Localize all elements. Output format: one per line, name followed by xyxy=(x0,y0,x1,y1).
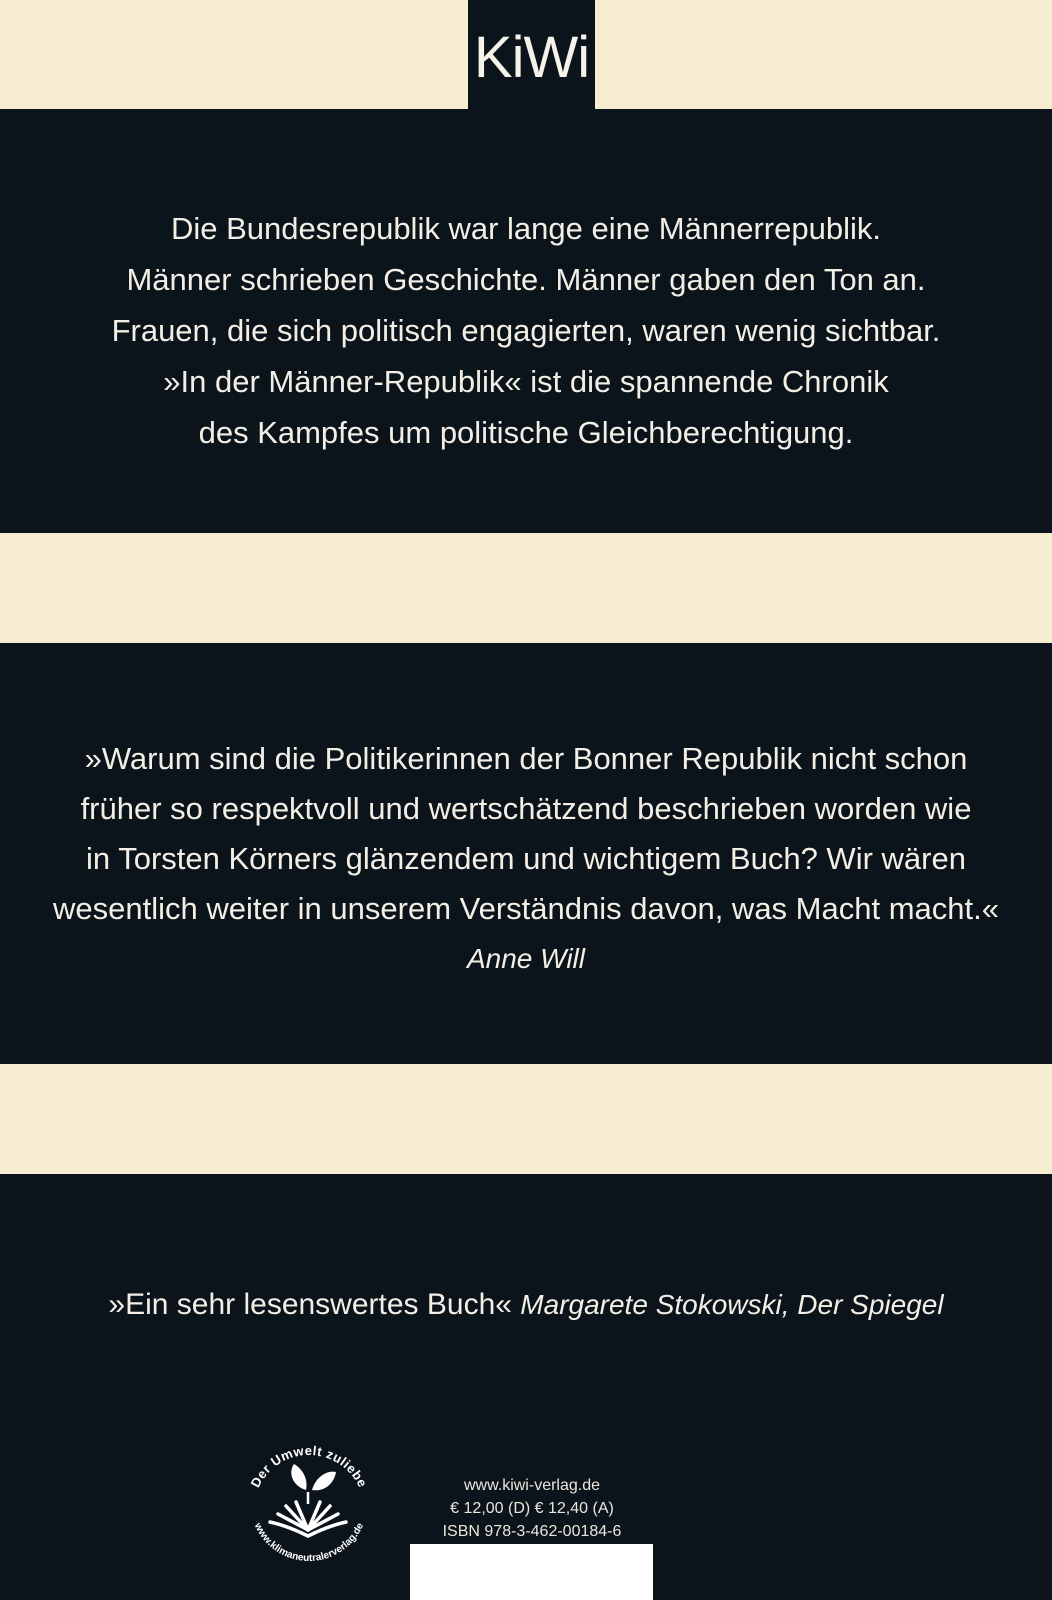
quote-line: wesentlich weiter in unserem Verständnis davon, was Macht macht.« xyxy=(53,891,999,926)
kiwi-logo: KiWi xyxy=(468,0,595,110)
blurb-line: Die Bundesrepublik war lange eine Männerrepublik. xyxy=(171,211,881,246)
eco-seal-top-text: Der Umwelt zuliebe xyxy=(247,1442,371,1490)
blurb-line: »In der Männer-Republik« ist die spannende Chronik xyxy=(163,364,889,399)
price: € 12,00 (D) € 12,40 (A) xyxy=(450,1500,614,1517)
review-quote xyxy=(0,734,1052,984)
blurb-line: Männer schrieben Geschichte. Männer gaben den Ton an. xyxy=(126,262,926,297)
quote-line: »Warum sind die Politikerinnen der Bonner Republik nicht schon xyxy=(84,741,968,776)
eco-seal-icon xyxy=(236,1430,382,1576)
publisher-info xyxy=(432,1474,632,1543)
quote-author: Anne Will xyxy=(466,943,585,974)
quote-band xyxy=(0,643,1052,1064)
blurb-line: Frauen, die sich politisch engagierten, waren wenig sichtbar. xyxy=(111,313,941,348)
eco-seal-bottom-text: www.klimaneutralerverlag.de xyxy=(251,1521,367,1565)
short-review xyxy=(0,1288,1052,1322)
short-review-source: Margarete Stokowski, Der Spiegel xyxy=(520,1289,944,1320)
book-blurb xyxy=(0,203,1052,458)
short-review-text: »Ein sehr lesenswertes Buch« xyxy=(108,1288,512,1321)
publisher-website: www.kiwi-verlag.de xyxy=(463,1477,601,1494)
blurb-line: des Kampfes um politische Gleichberechtigung. xyxy=(198,415,854,450)
footer-band xyxy=(0,1174,1052,1600)
quote-line: in Torsten Körners glänzendem und wichtigem Buch? Wir wären xyxy=(86,841,966,876)
blurb-band xyxy=(0,109,1052,533)
quote-line: früher so respektvoll und wertschätzend beschrieben worden wie xyxy=(80,791,972,826)
svg-text:Der Umwelt zuliebe xyxy=(248,1443,371,1490)
barcode-area xyxy=(410,1544,653,1600)
eco-seal xyxy=(236,1430,382,1576)
isbn: ISBN 978-3-462-00184-6 xyxy=(442,1523,622,1540)
